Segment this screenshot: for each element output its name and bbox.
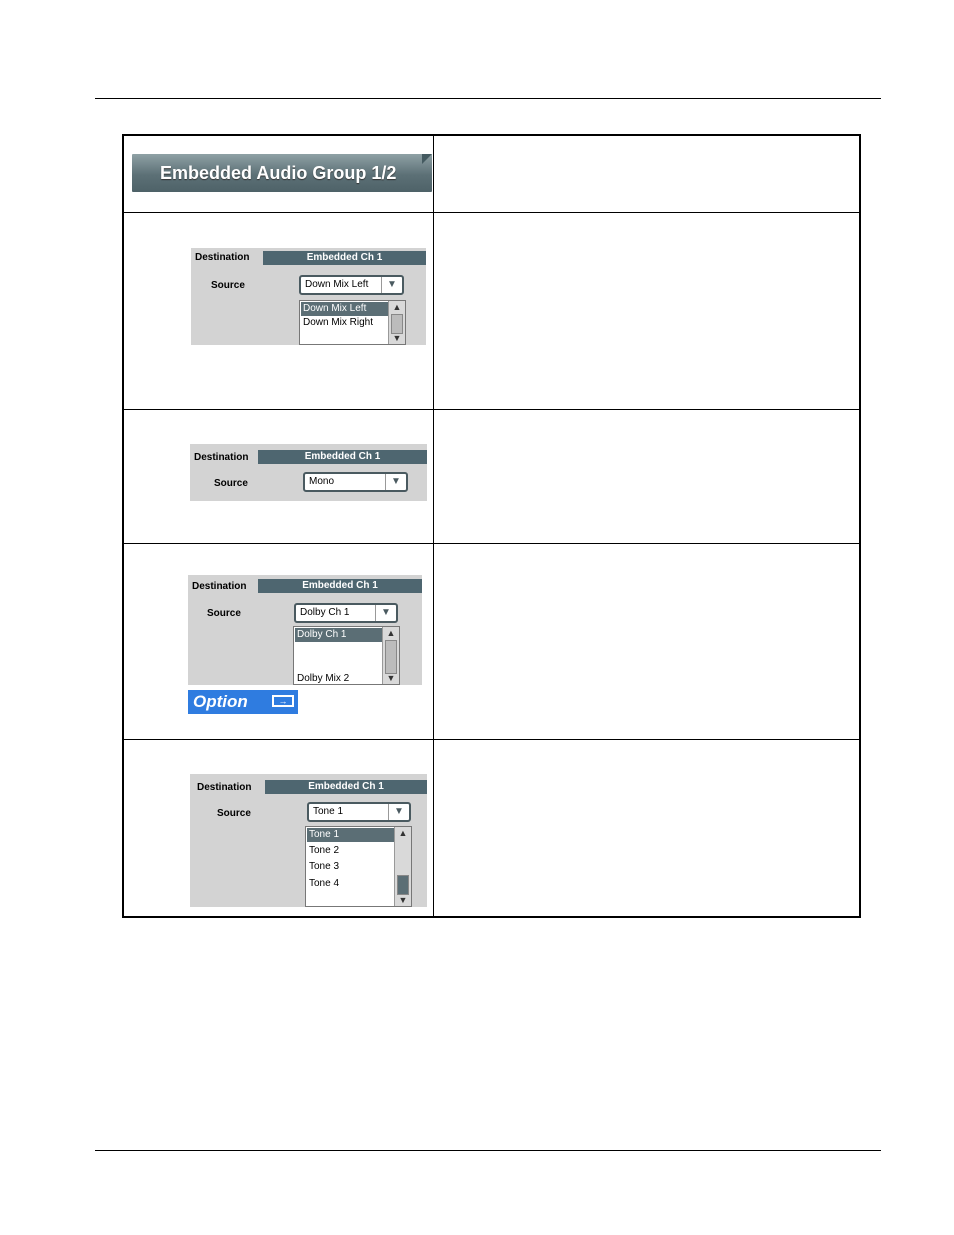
embedded-audio-group-banner: Embedded Audio Group 1/2 — [132, 154, 432, 192]
option-badge-label: Option — [193, 692, 248, 711]
list-item-selected[interactable]: Dolby Ch 1 — [295, 628, 382, 642]
arrow-down-icon[interactable]: ▼ — [386, 673, 396, 683]
scrollbar-thumb[interactable] — [385, 640, 397, 674]
list-item[interactable]: Down Mix Right — [303, 317, 374, 328]
scrollbar[interactable] — [394, 827, 411, 906]
source-dropdown[interactable] — [303, 472, 408, 492]
destination-label: Destination — [195, 252, 250, 263]
footer-rule — [95, 1150, 881, 1151]
destination-value: Embedded Ch 1 — [258, 579, 422, 593]
source-options-list[interactable] — [305, 826, 412, 907]
source-dropdown[interactable] — [299, 275, 404, 295]
list-item[interactable]: Tone 3 — [309, 861, 340, 872]
source-label: Source — [207, 608, 241, 619]
row-divider — [124, 409, 859, 410]
chevron-down-icon[interactable]: ▼ — [385, 474, 406, 490]
source-options-list[interactable] — [299, 300, 406, 345]
row-divider — [124, 739, 859, 740]
arrow-up-icon[interactable]: ▲ — [398, 828, 408, 838]
settings-table — [122, 134, 861, 918]
source-dropdown[interactable] — [307, 802, 411, 822]
destination-label: Destination — [192, 581, 247, 592]
source-label: Source — [217, 808, 251, 819]
list-item[interactable]: Dolby Mix 2 — [297, 673, 350, 684]
list-item[interactable]: Tone 4 — [309, 878, 340, 889]
column-divider — [433, 136, 434, 916]
source-panel-tone — [190, 774, 427, 907]
source-label: Source — [211, 280, 245, 291]
source-dropdown-value: Dolby Ch 1 — [300, 607, 350, 618]
source-dropdown[interactable] — [294, 603, 398, 623]
source-dropdown-value: Down Mix Left — [305, 279, 369, 290]
arrow-down-icon[interactable]: ▼ — [398, 895, 408, 905]
destination-value: Embedded Ch 1 — [263, 251, 426, 265]
destination-value: Embedded Ch 1 — [258, 450, 427, 464]
destination-label: Destination — [194, 452, 249, 463]
list-item-selected[interactable]: Tone 1 — [307, 828, 394, 842]
row-divider — [124, 212, 859, 213]
source-options-list[interactable] — [293, 626, 400, 685]
source-panel-dolby — [188, 575, 422, 685]
chevron-down-icon[interactable]: ▼ — [388, 804, 409, 820]
scrollbar-thumb[interactable] — [391, 314, 403, 334]
destination-label: Destination — [197, 782, 252, 793]
scrollbar[interactable] — [382, 627, 399, 684]
source-label: Source — [214, 478, 248, 489]
scrollbar[interactable] — [388, 301, 405, 344]
list-item-selected[interactable]: Down Mix Left — [301, 302, 388, 316]
source-panel-downmix — [191, 248, 426, 345]
source-panel-mono — [190, 444, 427, 501]
source-dropdown-value: Tone 1 — [313, 806, 344, 817]
source-dropdown-value: Mono — [309, 476, 335, 487]
scrollbar-thumb[interactable] — [397, 875, 409, 895]
arrow-up-icon[interactable]: ▲ — [386, 628, 396, 638]
chevron-down-icon[interactable]: ▼ — [375, 605, 396, 621]
option-arrow-icon: → — [272, 695, 294, 707]
list-item[interactable]: Tone 2 — [309, 845, 340, 856]
header-rule — [95, 98, 881, 99]
option-badge — [188, 690, 298, 714]
arrow-up-icon[interactable]: ▲ — [392, 302, 402, 312]
arrow-down-icon[interactable]: ▼ — [392, 333, 402, 343]
row-divider — [124, 543, 859, 544]
chevron-down-icon[interactable]: ▼ — [381, 277, 402, 293]
destination-value: Embedded Ch 1 — [265, 780, 427, 794]
